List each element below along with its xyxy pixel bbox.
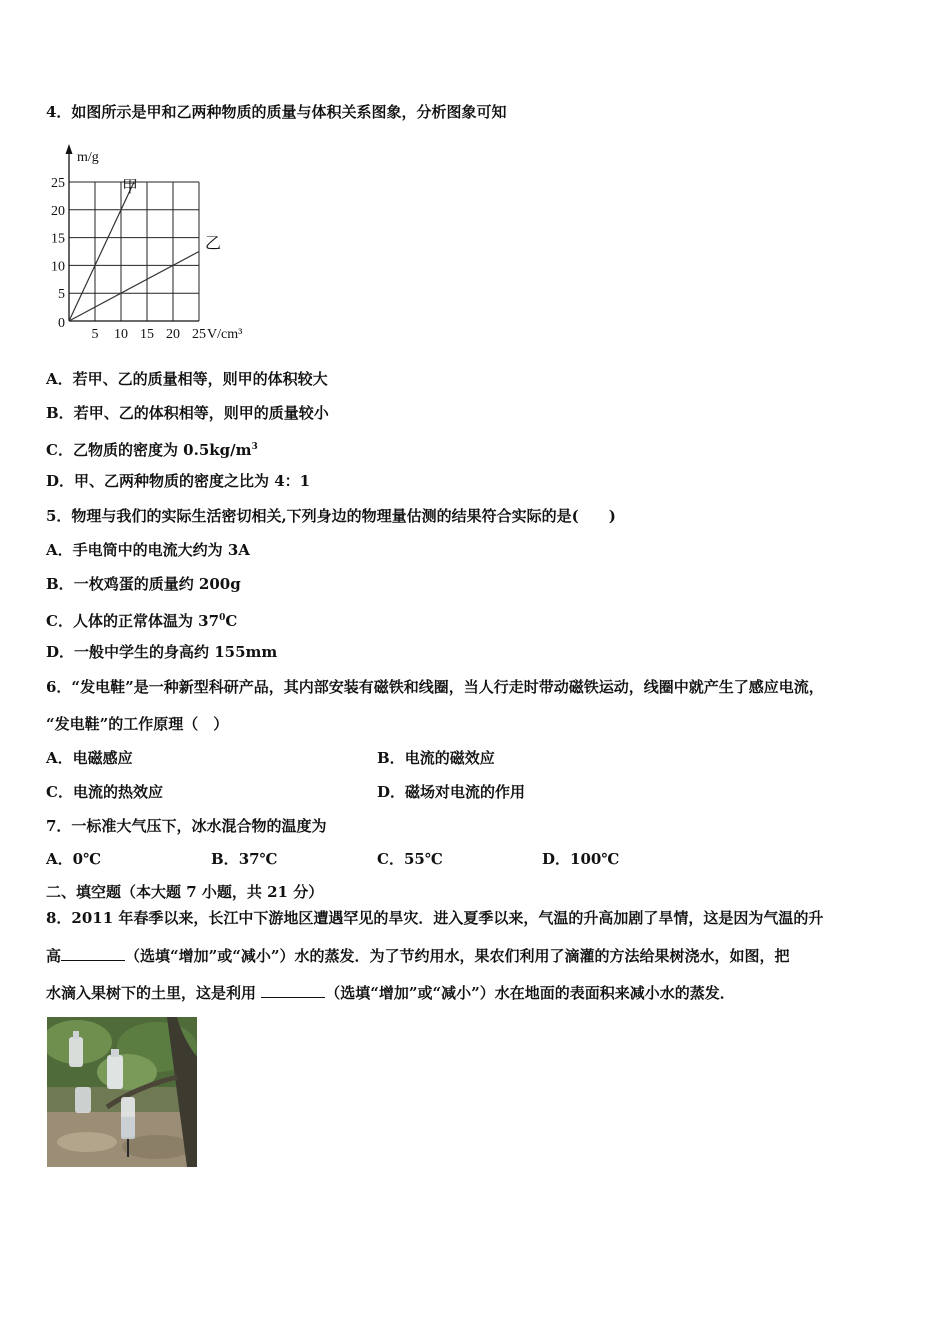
series-line-1 bbox=[69, 182, 134, 321]
question-5-stem: 5．物理与我们的实际生活密切相关,下列身边的物理量估测的结果符合实际的是( ) bbox=[46, 507, 616, 525]
q7-option-a[interactable]: A．0℃ bbox=[46, 850, 102, 868]
section-2-heading: 二、填空题（本大题 7 小题，共 21 分） bbox=[46, 883, 324, 901]
q4-option-b[interactable]: B．若甲、乙的体积相等，则甲的质量较小 bbox=[46, 404, 329, 422]
y-axis-label: m/g bbox=[77, 150, 99, 165]
y-tick-label: 25 bbox=[51, 176, 65, 191]
question-6-stem-line2: “发电鞋”的工作原理（ ） bbox=[46, 715, 229, 733]
q7-option-d[interactable]: D．100℃ bbox=[542, 850, 620, 868]
q7-option-b[interactable]: B．37℃ bbox=[211, 850, 278, 868]
q6-option-d[interactable]: D．磁场对电流的作用 bbox=[377, 783, 526, 801]
x-tick-label: 20 bbox=[166, 327, 180, 342]
graph-axes bbox=[66, 144, 200, 321]
series-label-1: 甲 bbox=[122, 177, 139, 196]
y-tick-label: 5 bbox=[58, 287, 65, 303]
graph-series bbox=[69, 182, 199, 321]
q8-blank-1[interactable] bbox=[61, 946, 125, 961]
q8-blank-2[interactable] bbox=[261, 983, 325, 998]
q5-option-c[interactable]: C．人体的正常体温为 $37^0C$ bbox=[46, 612, 238, 630]
question-4-stem: 4．如图所示是甲和乙两种物质的质量与体积关系图象，分析图象可知 bbox=[46, 103, 507, 121]
question-7-stem: 7．一标准大气压下，冰水混合物的温度为 bbox=[46, 817, 327, 835]
y-tick-label: 10 bbox=[51, 259, 65, 275]
question-8-line1: 8．2011 年春季以来，长江中下游地区遭遇罕见的旱灾．进入夏季以来，气温的升高加剧了旱情，这是因为气温的升 bbox=[46, 909, 824, 927]
q6-option-c[interactable]: C．电流的热效应 bbox=[46, 783, 163, 801]
q5-option-a[interactable]: A．手电筒中的电流大约为 3A bbox=[46, 541, 250, 559]
graph-grid bbox=[69, 182, 199, 321]
x-tick-label: 15 bbox=[140, 327, 154, 342]
x-tick-label: 5 bbox=[91, 327, 99, 342]
question-6-stem-line1: 6．“发电鞋”是一种新型科研产品，其内部安装有磁铁和线圈，当人行走时带动磁铁运动，线圈中就产生了感应电流， bbox=[46, 678, 824, 696]
series-label-2: 乙 bbox=[205, 233, 222, 253]
x-tick-label: 10 bbox=[114, 327, 128, 342]
q4-option-c[interactable]: C．乙物质的密度为 $0.5kg/m^3$ bbox=[46, 441, 258, 459]
mass-volume-graph bbox=[40, 140, 300, 350]
q5-option-b[interactable]: B．一枚鸡蛋的质量约 200g bbox=[46, 575, 241, 593]
q5-option-d[interactable]: D．一般中学生的身高约 155mm bbox=[46, 643, 278, 661]
drip-irrigation-photo bbox=[47, 1017, 197, 1167]
y-axis-arrow bbox=[66, 144, 73, 154]
q6-option-a[interactable]: A．电磁感应 bbox=[46, 749, 133, 767]
y-tick-label: 15 bbox=[51, 231, 65, 247]
question-8-line2: 高 （选填“增加”或“减小”）水的蒸发．为了节约用水，果农们利用了滴灌的方法给果树浇水，如图，把 bbox=[46, 947, 790, 965]
q4-option-d[interactable]: D．甲、乙两种物质的密度之比为 4：1 bbox=[46, 472, 311, 490]
x-tick-label: 25 bbox=[192, 327, 206, 342]
q4-option-a[interactable]: A．若甲、乙的质量相等，则甲的体积较大 bbox=[46, 370, 328, 388]
q6-option-b[interactable]: B．电流的磁效应 bbox=[377, 749, 495, 767]
origin-label: 0 bbox=[58, 316, 65, 331]
series-line-2 bbox=[69, 252, 199, 322]
y-tick-label: 20 bbox=[51, 203, 65, 219]
q7-option-c[interactable]: C．55℃ bbox=[377, 850, 443, 868]
x-axis-label: V/cm³ bbox=[207, 327, 243, 342]
question-8-line3: 水滴入果树下的土里，这是利用 （选填“增加”或“减小”）水在地面的表面积来减小水的蒸发． bbox=[46, 984, 735, 1002]
